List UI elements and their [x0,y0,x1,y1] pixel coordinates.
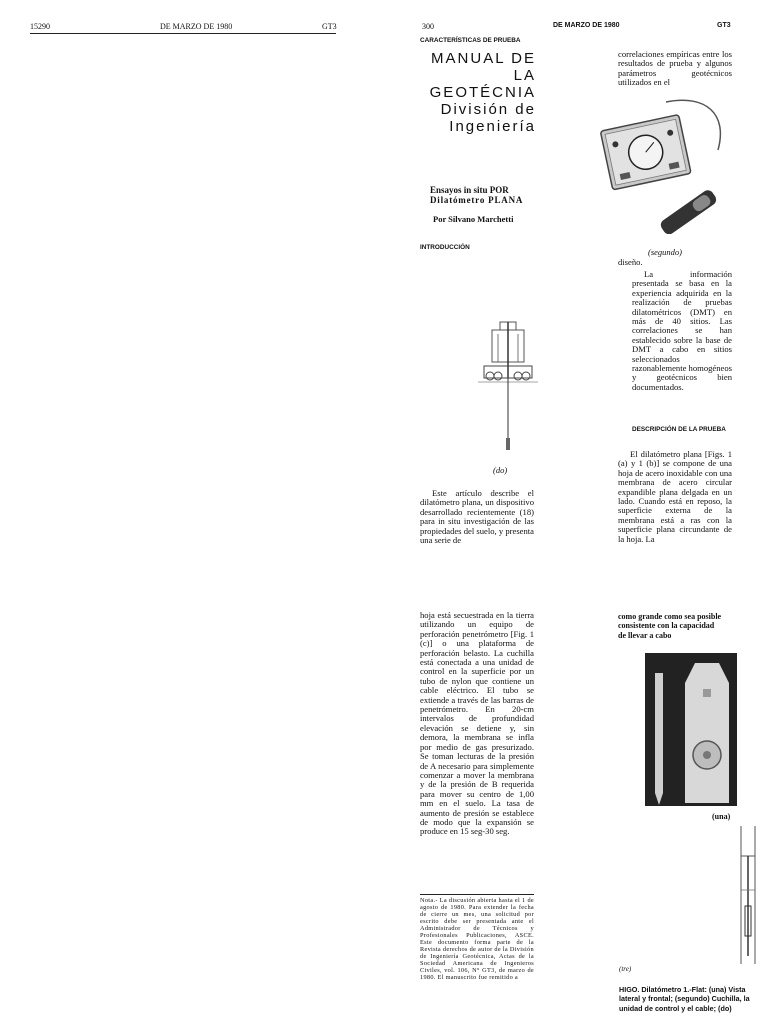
caption-segundo: (segundo) [648,247,682,257]
col2-diseno: diseño. [618,257,643,267]
right-page-journal: GT3 [717,22,731,29]
kicker: CARACTERÍSTICAS DE PRUEBA [420,37,521,44]
left-page-date: DE MARZO DE 1980 [160,22,233,31]
title-line: LA [513,67,536,84]
manual-title [420,50,536,135]
right-page-number: 300 [422,22,434,31]
footnote: Nota.- La discusión abierta hasta el 1 de agosto de 1980. Para extender la fecha de cierre un mes, una solicitud por escrito debe ser presentada ante el Administrador de Técnicos y Profesionales Publicaciones, ASCE. Este documento forma parte de la Revista derechos de autor de la División de Ingeniería Geotécnica, Actas de la Sociedad Americana de Ingenieros Civiles, vol. 106, N° GT3, de marzo de 1980. El manuscrito fue remitido a [420,897,534,981]
desc-heading: DESCRIPCIÓN DE LA PRUEBA [632,426,726,433]
col2-info [632,270,732,392]
caption-una: (una) [712,812,731,821]
col2-info-text: La información presentada se basa en la experiencia adquirida en la realización de pruebas dilatométricos (DMT) en más de 40 sitios. Las correlaciones se han establecido sobre la base de DMT a cabo en sitios seleccionados razonablemente homogéneos y geotécnicos bien documentados. [632,269,732,392]
col2-desc [618,450,732,544]
figure-caption: HIGO. Dilatómetro 1.-Flat: (una) Vista lateral y frontal; (segundo) Cuchilla, la unidad de control y el cable; (do) [619,985,750,1013]
left-page-journal: GT3 [322,22,337,31]
article-title-line: Dilatómetro PLANA [430,195,524,205]
figure-do [478,318,538,458]
left-header-rule [30,33,336,34]
intro-heading: INTRODUCCIÓN [420,244,470,251]
left-page-number: 15290 [30,22,50,31]
caption-tre: (tre) [619,965,632,973]
col2-top: correlaciones empíricas entre los resultados de prueba y algunos parámetros geotécnicos utilizados en el [618,49,732,88]
col2-desc-text: El dilatómetro plana [Figs. 1 (a) y 1 (b)] se compone de una hoja de acero inoxidable con una membrana de acero circular expandible plana delgada en un lado. Cuando está en reposo, la superficie externa de la membrana está a ras con la superficie plana circundante de la hoja. La [618,449,732,544]
caption-do: (do) [493,465,508,475]
figure-una [645,653,737,806]
intro-paragraph-text: Este artículo describe el dilatómetro plana, un dispositivo desarrollado recientemente (18) para in situ investigación de las propiedades del suelo, y presenta una serie de [420,488,534,546]
title-line: División de [440,101,536,118]
control-unit-photo [596,94,734,234]
right-page-date: DE MARZO DE 1980 [553,22,620,29]
title-line: Ingeniería [449,118,536,135]
article-title-line: Ensayos in situ POR [430,185,509,195]
figure-segundo [596,94,734,234]
penetrometer-rig-drawing [478,318,538,458]
footnote-rule [420,894,534,895]
blade-photo [645,653,737,806]
figure-tre [733,826,763,964]
title-line: MANUAL DE [431,50,536,67]
bold-right-text: como grande como sea posible consistente con la capacidad de llevar a cabo [618,612,722,640]
intro-paragraph [420,489,534,545]
author: Por Silvano Marchetti [433,214,514,224]
bottom-left-text: hoja está secuestrada en la tierra utilizando un equipo de perforación penetrómetro [Fig. 1 (c)] o una plataforma de perforación belasto. La cuchilla está conectada a una unidad de control en la superficie por un tubo de nylon que contiene un cable eléctrico. El tubo se extiende a través de las barras de penetrómetro. En 20-cm intervalos de profundidad elevación se detiene y, sin demora, la membrana se infla por medio de gas presurizado. Se toman lecturas de la presión de A necesario para simplemente comenzar a mover la membrana y de la presión de B requerida para mover su centro de 1,00 mm en el suelo. La tasa de aumento de presión se establece de modo que la expansión se produce en 15 seg-30 seg. [420,610,534,837]
article-title [430,185,523,205]
title-line: GEOTÉCNIA [429,84,536,101]
probe-section-drawing [733,826,763,964]
